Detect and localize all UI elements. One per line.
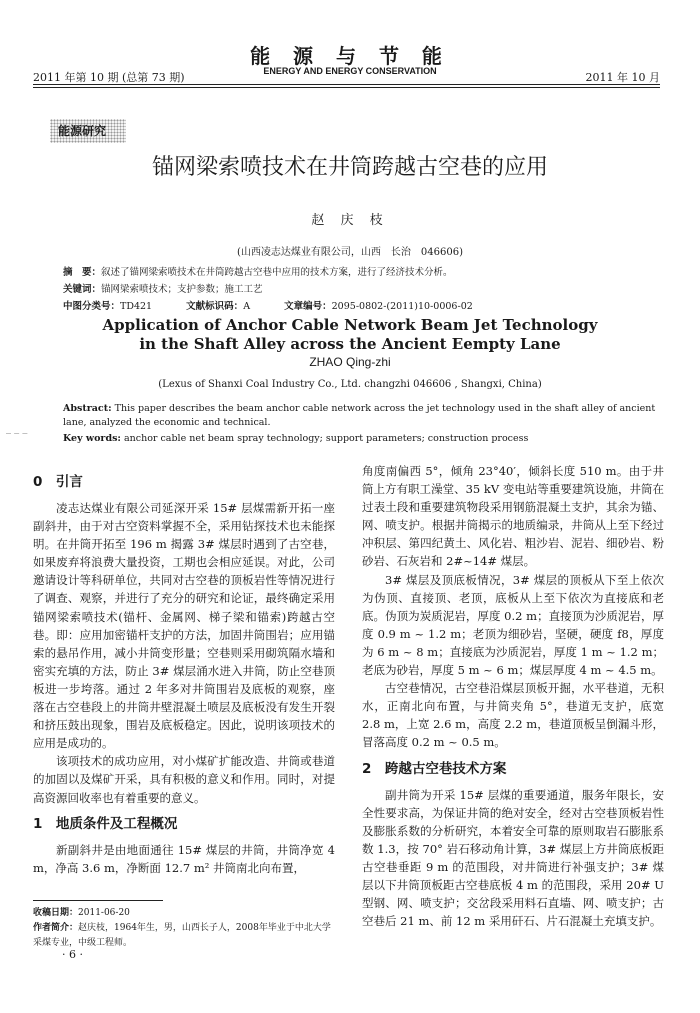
issue-date: 2011 年 10 月 [585, 71, 660, 84]
page-number: · 6 · [62, 948, 83, 961]
clc-label: 中图分类号： [63, 301, 121, 312]
article-no-value: 2095-0802-(2011)10-0006-02 [331, 301, 473, 312]
journal-title-cn: 能 源 与 节 能 [250, 44, 450, 68]
footnote-rule [33, 900, 163, 901]
body-column-left [33, 465, 335, 877]
abstract-en-text: This paper describes the beam anchor cable network across the jet technology used in the shaft alley of ancient lane, analyzed the economic and technical. [63, 403, 656, 428]
body-column-right [362, 462, 664, 930]
margin-mark: _ _ _ [6, 423, 28, 434]
received-date: 收稿日期：2011-06-20 [33, 908, 130, 918]
footnote [33, 906, 335, 951]
keywords-en-label: Key words: [63, 433, 121, 444]
paragraph: 3# 煤层及顶底板情况，3# 煤层的顶板从下至上依次为伪顶、直接顶、老顶，底板从上至下依次为直接底和老底。伪顶为炭质泥岩，厚度 0.2 m；直接顶为沙质泥岩，厚度 0.9 m ~ 1.2 m；老顶为细砂岩，坚硬，硬度 f8，厚度为 6 m ~ 8 m；直接底为沙质泥岩，厚度 1 m ~ 1.2 m；老底为砂岩，厚度 5 m ~ 6 m；煤层厚度 4 m ~ 4.5 m。 [362, 572, 664, 678]
paragraph: 副井筒为开采 15# 层煤的重要通道，服务年限长，安全性要求高，为保证井筒的绝对安全，经对古空巷顶板岩性及膨胀系数的分析研究，本着安全可靠的原则取岩石膨胀系数 1.3，按 70° 岩石移动角计算，3# 煤层上方井筒底板距古空巷垂距 9 m 的范围段，对井筒进行补强支护；3# 煤层以下井筒顶板距古空巷底板 4 m 的范围段，采用 20# U 型钢、网、喷支护；交岔段采用料石直墙、网、喷支护；古空巷后 21 m、前 12 m 采用矸石、片石混凝土充填支护。 [362, 787, 664, 929]
article-title-cn: 锚网梁索喷技术在井筒跨越古空巷的应用 [151, 155, 548, 180]
paragraph: 古空巷情况，古空巷沿煤层顶板开掘，水平巷道，无积水，正南北向布置，与井筒夹角 5°，巷道无支护，底宽 2.8 m，上宽 2.6 m，高度 2.2 m，巷道顶板呈倒漏斗形，冒落高度 0.2 m ~ 0.5 m。 [362, 681, 664, 750]
section-heading-scheme: 2 跨越古空巷技术方案 [362, 760, 507, 777]
abstract-cn-label: 摘 要： [63, 267, 102, 278]
author-bio: 作者简介：赵庆枝，1964年生，男，山西长子人，2008年毕业于中北大学采煤专业，中级工程师。 [33, 923, 331, 948]
paragraph: 凌志达煤业有限公司延深开采 15# 层煤需新开拓一座副斜井，由于对古空资料掌握不全，采用钻探技术也未能探明。在井筒开拓至 196 m 揭露 3# 煤层时遇到了古空巷，如果废弃将浪费大量投资，工期也会相应延误。对此，公司邀请设计等科研单位，共同对古空巷的顶板岩性等情况进行了调查、观察，并进行了充分的研究和论证，最终确定采用锚网梁索喷技术(锚杆、金属网、梯子梁和锚索)跨越古空巷。即：应用加密锚杆支护的方法，加固井筒围岩；应用锚索的悬吊作用，减小井筒变形量；空巷则采用砌筑隔水墙和密实充填的方法，防止 3# 煤层涌水进入井筒，防止空巷顶板进一步垮落。通过 2 年多对井筒围岩及底板的观察，座落在古空巷段上的井筒井壁混凝土喷层及底板没有发生开裂和挤压鼓出现象，围岩及底板稳定。因此，说明该项技术的应用是成功的。 [33, 501, 335, 751]
doc-code-label: 文献标识码： [186, 301, 244, 312]
abstract-cn [63, 266, 663, 279]
author-name-en: ZHAO Qing-zhi [309, 355, 391, 369]
abstract-en-label: Abstract: [63, 403, 112, 414]
keywords-en-text: anchor cable net beam spray technology; support parameters; construction process [123, 433, 529, 444]
section-tag: 能源研究 [50, 119, 126, 143]
keywords-cn-label: 关键词： [63, 284, 102, 295]
abstract-cn-text: 叙述了锚网梁索喷技术在井筒跨越古空巷中应用的技术方案，进行了经济技术分析。 [101, 267, 453, 278]
paragraph: 新副斜井是由地面通往 15# 煤层的井筒，井筒净宽 4 m，净高 3.6 m，净断面 12.7 m² 井筒南北向布置， [33, 842, 335, 875]
classification-line [63, 300, 663, 313]
author-name-cn: 赵 庆 枝 [311, 213, 389, 228]
header-rule [33, 84, 660, 85]
paragraph: 角度南偏西 5°，倾角 23°40′，倾斜长度 510 m。由于井筒上方有职工澡堂、35 kV 变电站等重要建筑设施，井筒在过表土段和重要建筑物段采用钢筋混凝土支护，其余为锚、网、喷支护。根据井筒揭示的地质编录，井筒从上至下经过冲积层、第四纪黄土、风化岩、粗沙岩、泥岩、细砂岩、粉砂岩、石灰岩和 2#~14# 煤层。 [362, 464, 664, 569]
issue-label: 2011 年第 10 期 (总第 73 期) [33, 71, 185, 84]
doc-code-value: A [243, 301, 251, 312]
keywords-en [63, 432, 663, 446]
keywords-cn [63, 283, 663, 296]
affiliation-en: (Lexus of Shanxi Coal Industry Co., Ltd. changzhi 046606 , Shangxi, China) [158, 379, 542, 390]
section-heading-geology: 1 地质条件及工程概况 [33, 815, 178, 832]
article-no-label: 文章编号： [284, 301, 332, 312]
article-title-en-line1: Application of Anchor Cable Network Beam Jet Technology [102, 316, 598, 334]
affiliation-cn: (山西凌志达煤业有限公司，山西 长治 046606) [237, 247, 463, 258]
journal-title-en: ENERGY AND ENERGY CONSERVATION [263, 66, 437, 76]
clc-value: TD421 [120, 301, 153, 312]
article-title-en-line2: in the Shaft Alley across the Ancient Eempty Lane [139, 335, 561, 353]
keywords-cn-text: 锚网梁索喷技术；支护参数；施工工艺 [101, 284, 263, 295]
header-rule-thin [33, 87, 660, 88]
paragraph: 该项技术的成功应用，对小煤矿扩能改造、井筒或巷道的加固以及煤矿开采，具有积极的意义和作用。同时，对提高资源回收率也有着重要的意义。 [33, 754, 335, 805]
abstract-en [63, 402, 663, 430]
section-heading-intro: 0 引言 [33, 474, 83, 490]
